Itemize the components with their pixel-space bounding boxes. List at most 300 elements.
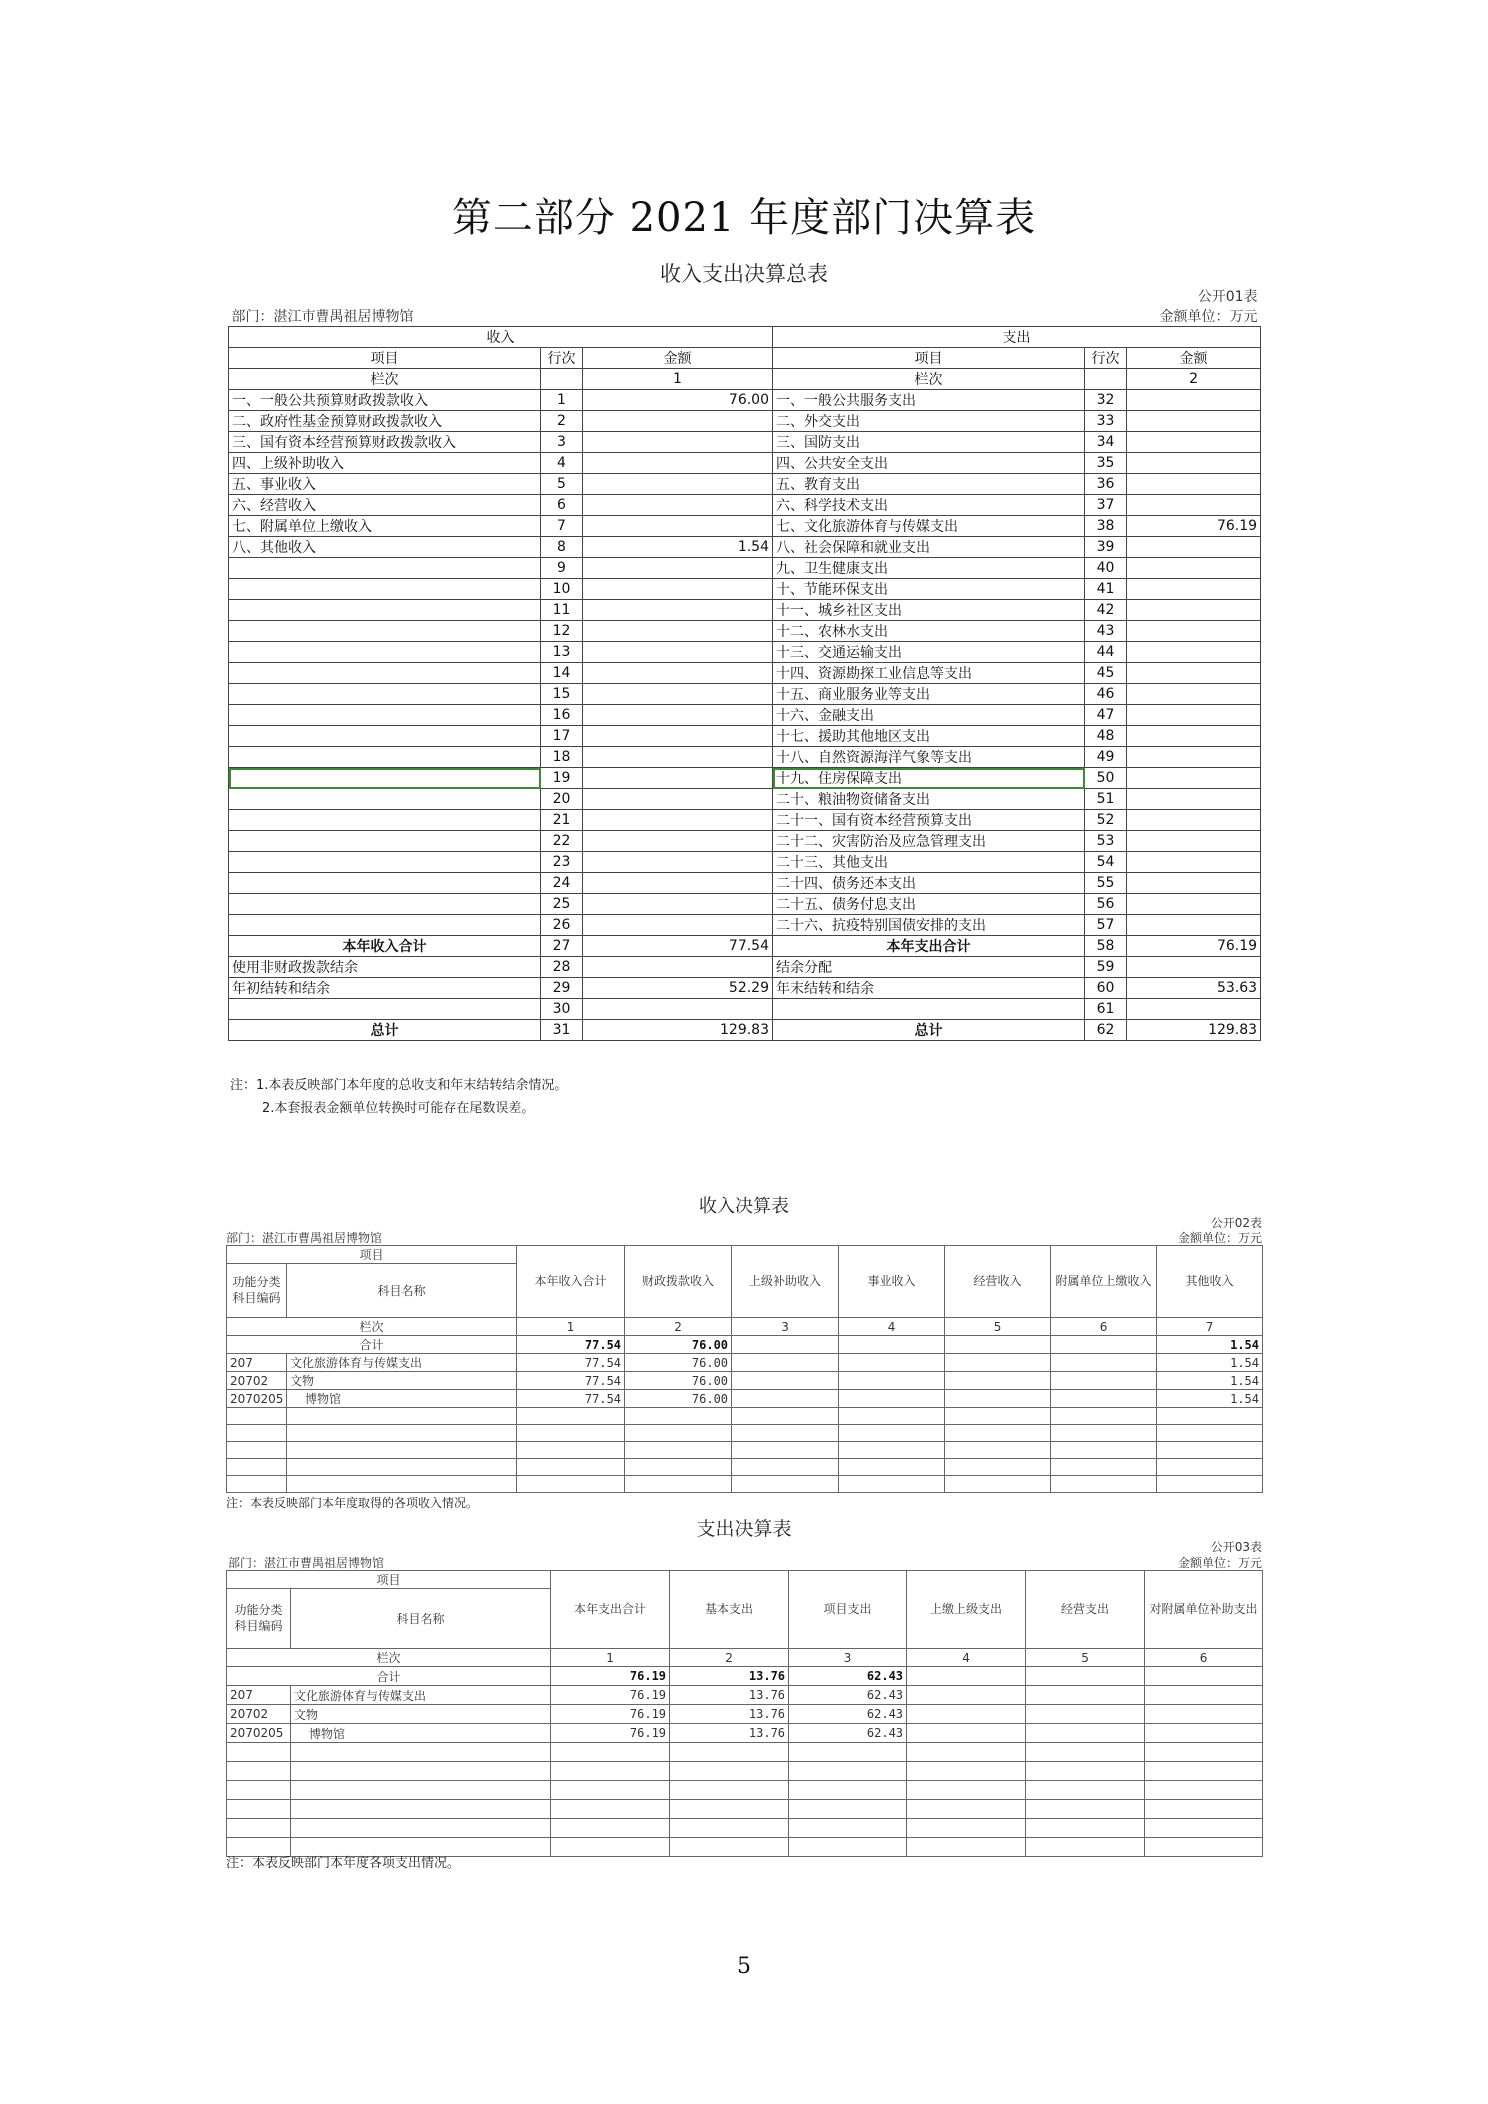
- expense-item: 十二、农林水支出: [773, 621, 1085, 642]
- t3-col-num: 6: [1145, 1649, 1263, 1667]
- empty-cell: [1051, 1459, 1157, 1476]
- summary-row: [229, 978, 1261, 999]
- t3-col-4: 上缴上级支出: [907, 1571, 1026, 1649]
- expense-row-no: 57: [1085, 915, 1127, 936]
- empty-cell: [1157, 1476, 1263, 1493]
- income-item: [229, 558, 541, 579]
- empty-cell: [291, 1762, 551, 1781]
- t2-col-num: 6: [1051, 1318, 1157, 1336]
- t3-total-cell: [1026, 1667, 1145, 1686]
- amount-cell: 62.43: [789, 1686, 907, 1705]
- empty-cell: [907, 1743, 1026, 1762]
- income-item: 二、政府性基金预算财政拨款收入: [229, 411, 541, 432]
- empty-cell: [670, 1781, 789, 1800]
- summary-row: [229, 495, 1261, 516]
- empty-cell: [907, 1762, 1026, 1781]
- summary-row: [229, 894, 1261, 915]
- empty-cell: [287, 1442, 517, 1459]
- summary-row: [229, 852, 1261, 873]
- summary-row: [229, 957, 1261, 978]
- amount-cell: [1026, 1686, 1145, 1705]
- expense-item: 五、教育支出: [773, 474, 1085, 495]
- summary-row: [229, 579, 1261, 600]
- t2-col-num: 1: [517, 1318, 625, 1336]
- amount-cell: [907, 1686, 1026, 1705]
- empty-cell: [1026, 1800, 1145, 1819]
- expense-amount: [1127, 747, 1261, 768]
- empty-cell: [1051, 1442, 1157, 1459]
- income-amount: [583, 516, 773, 537]
- empty-cell: [789, 1762, 907, 1781]
- amount-cell: 76.00: [625, 1354, 732, 1372]
- income-item: 八、其他收入: [229, 537, 541, 558]
- blank-row: [227, 1819, 1263, 1838]
- empty-cell: [227, 1743, 291, 1762]
- income-expense-summary-table: [228, 286, 1261, 1041]
- t3-col-2: 基本支出: [670, 1571, 789, 1649]
- amount-cell: [1026, 1705, 1145, 1724]
- blank-row: [227, 1800, 1263, 1819]
- expense-amount: [1127, 579, 1261, 600]
- table-row: [227, 1390, 1263, 1408]
- income-row-no: 14: [541, 663, 583, 684]
- empty-cell: [625, 1476, 732, 1493]
- summary-row: [229, 726, 1261, 747]
- subject-name: 博物馆: [291, 1724, 551, 1743]
- expense-item: 十七、援助其他地区支出: [773, 726, 1085, 747]
- table-row: [227, 1724, 1263, 1743]
- blank-row: [227, 1442, 1263, 1459]
- empty-cell: [551, 1781, 670, 1800]
- lanci-out-num: 2: [1127, 369, 1261, 390]
- income-item: [229, 747, 541, 768]
- empty-cell: [839, 1476, 945, 1493]
- empty-cell: [1145, 1838, 1263, 1857]
- summary-row: [229, 873, 1261, 894]
- expense-item: 结余分配: [773, 957, 1085, 978]
- summary-row: [229, 390, 1261, 411]
- subject-code: 207: [227, 1686, 291, 1705]
- empty-cell: [517, 1425, 625, 1442]
- income-row-no: 18: [541, 747, 583, 768]
- t1-form-no: 公开01表: [1197, 289, 1258, 305]
- income-row-no: 25: [541, 894, 583, 915]
- income-item: [229, 621, 541, 642]
- empty-cell: [227, 1459, 287, 1476]
- summary-row: [229, 642, 1261, 663]
- t3-col-num: 3: [789, 1649, 907, 1667]
- empty-cell: [227, 1762, 291, 1781]
- expense-row-no: 60: [1085, 978, 1127, 999]
- summary-row: [229, 537, 1261, 558]
- subject-name: 文化旅游体育与传媒支出: [287, 1354, 517, 1372]
- t3-col-5: 经营支出: [1026, 1571, 1145, 1649]
- income-item: [229, 684, 541, 705]
- expense-item: 十、节能环保支出: [773, 579, 1085, 600]
- t3-caption: 支出决算表: [696, 1518, 792, 1540]
- income-amount: [583, 663, 773, 684]
- income-item: [229, 873, 541, 894]
- amount-cell: 77.54: [517, 1390, 625, 1408]
- amount-cell: 76.19: [551, 1705, 670, 1724]
- summary-row: [229, 411, 1261, 432]
- t2-total-cell: 76.00: [625, 1336, 732, 1354]
- empty-cell: [789, 1743, 907, 1762]
- expense-row-no: 32: [1085, 390, 1127, 411]
- empty-cell: [907, 1800, 1026, 1819]
- expense-row-no: 38: [1085, 516, 1127, 537]
- income-table: [226, 1245, 1263, 1493]
- expense-row-no: 52: [1085, 810, 1127, 831]
- amount-cell: [1145, 1724, 1263, 1743]
- table-row: [227, 1705, 1263, 1724]
- expense-table: [226, 1570, 1263, 1857]
- income-item: [229, 663, 541, 684]
- income-amount: [583, 705, 773, 726]
- empty-cell: [732, 1408, 839, 1425]
- empty-cell: [839, 1459, 945, 1476]
- t3-col-3: 项目支出: [789, 1571, 907, 1649]
- empty-cell: [945, 1425, 1051, 1442]
- empty-cell: [1157, 1459, 1263, 1476]
- subject-name: 文物: [287, 1372, 517, 1390]
- expense-amount: [1127, 873, 1261, 894]
- summary-row: [229, 789, 1261, 810]
- amount-cell: 62.43: [789, 1705, 907, 1724]
- expense-row-no: 48: [1085, 726, 1127, 747]
- expense-amount: [1127, 852, 1261, 873]
- amount-cell: 13.76: [670, 1686, 789, 1705]
- expense-item: 七、文化旅游体育与传媒支出: [773, 516, 1085, 537]
- income-row-no: 26: [541, 915, 583, 936]
- t2-col-2: 财政拨款收入: [625, 1246, 732, 1318]
- t3-total-cell: [907, 1667, 1026, 1686]
- income-row-no: 24: [541, 873, 583, 894]
- t3-col-num: 1: [551, 1649, 670, 1667]
- income-row-no: 2: [541, 411, 583, 432]
- blank-row: [227, 1408, 1263, 1425]
- blank-row: [227, 1459, 1263, 1476]
- empty-cell: [789, 1838, 907, 1857]
- income-item: 七、附属单位上缴收入: [229, 516, 541, 537]
- expense-item: 总计: [773, 1020, 1085, 1041]
- income-row-no: 3: [541, 432, 583, 453]
- expense-amount: [1127, 432, 1261, 453]
- expense-item: 二十五、债务付息支出: [773, 894, 1085, 915]
- income-row-no: 12: [541, 621, 583, 642]
- income-amount: [583, 684, 773, 705]
- t2-col-6: 附属单位上缴收入: [1051, 1246, 1157, 1318]
- expense-item: 二十一、国有资本经营预算支出: [773, 810, 1085, 831]
- expense-row-no: 47: [1085, 705, 1127, 726]
- expense-row-no: 44: [1085, 642, 1127, 663]
- income-row-no: 23: [541, 852, 583, 873]
- amount-cell: 13.76: [670, 1724, 789, 1743]
- t3-lanci: 栏次: [227, 1649, 551, 1667]
- amount-cell: [1051, 1354, 1157, 1372]
- t3-total-cell: 62.43: [789, 1667, 907, 1686]
- income-row-no: 22: [541, 831, 583, 852]
- amount-cell: 1.54: [1157, 1354, 1263, 1372]
- income-amount: [583, 999, 773, 1020]
- t2-col-num: 2: [625, 1318, 732, 1336]
- summary-row: [229, 432, 1261, 453]
- summary-row: [229, 768, 1261, 789]
- income-amount: [583, 474, 773, 495]
- empty-cell: [839, 1425, 945, 1442]
- amount-cell: 1.54: [1157, 1390, 1263, 1408]
- empty-cell: [1051, 1476, 1157, 1493]
- income-header: 收入: [229, 327, 773, 348]
- empty-cell: [789, 1800, 907, 1819]
- empty-cell: [670, 1762, 789, 1781]
- income-amount: [583, 495, 773, 516]
- income-item: [229, 999, 541, 1020]
- empty-cell: [291, 1781, 551, 1800]
- expense-row-no: 37: [1085, 495, 1127, 516]
- t2-total-cell: [839, 1336, 945, 1354]
- empty-cell: [732, 1425, 839, 1442]
- empty-cell: [291, 1819, 551, 1838]
- subject-name: 文化旅游体育与传媒支出: [291, 1686, 551, 1705]
- empty-cell: [1145, 1819, 1263, 1838]
- empty-cell: [287, 1425, 517, 1442]
- income-row-no: 5: [541, 474, 583, 495]
- empty-cell: [670, 1838, 789, 1857]
- empty-cell: [287, 1459, 517, 1476]
- amount-cell: [907, 1705, 1026, 1724]
- col-amount-out: 金额: [1127, 348, 1261, 369]
- empty-cell: [1026, 1743, 1145, 1762]
- t3-dept: 部门：湛江市曹禺祖居博物馆: [228, 1556, 385, 1570]
- empty-cell: [1026, 1781, 1145, 1800]
- empty-cell: [732, 1476, 839, 1493]
- t2-h-code: 功能分类科目编码: [227, 1264, 287, 1318]
- income-item: [229, 726, 541, 747]
- income-item: 三、国有资本经营预算财政拨款收入: [229, 432, 541, 453]
- t3-form-no: 公开03表: [1210, 1540, 1262, 1554]
- income-item: [229, 894, 541, 915]
- empty-cell: [1145, 1762, 1263, 1781]
- t3-note: 注：本表反映部门本年度各项支出情况。: [226, 1856, 461, 1871]
- empty-cell: [517, 1442, 625, 1459]
- t2-col-num: 4: [839, 1318, 945, 1336]
- expense-item: 十五、商业服务业等支出: [773, 684, 1085, 705]
- income-row-no: 11: [541, 600, 583, 621]
- income-item: [229, 600, 541, 621]
- t3-h-name: 科目名称: [291, 1589, 551, 1649]
- income-row-no: 16: [541, 705, 583, 726]
- amount-cell: 76.19: [551, 1686, 670, 1705]
- empty-cell: [1145, 1781, 1263, 1800]
- t3-h-code: 功能分类科目编码: [227, 1589, 291, 1649]
- summary-row: [229, 516, 1261, 537]
- income-amount: [583, 915, 773, 936]
- expense-item: 二十三、其他支出: [773, 852, 1085, 873]
- t2-h-name: 科目名称: [287, 1264, 517, 1318]
- expense-amount: [1127, 537, 1261, 558]
- t3-h-project: 项目: [227, 1571, 551, 1589]
- empty-cell: [625, 1459, 732, 1476]
- income-amount: [583, 411, 773, 432]
- empty-cell: [907, 1819, 1026, 1838]
- income-row-no: 17: [541, 726, 583, 747]
- income-row-no: 27: [541, 936, 583, 957]
- t2-h-project: 项目: [227, 1246, 517, 1264]
- amount-cell: [1051, 1390, 1157, 1408]
- expense-row-no: 61: [1085, 999, 1127, 1020]
- t3-col-1: 本年支出合计: [551, 1571, 670, 1649]
- t2-col-1: 本年收入合计: [517, 1246, 625, 1318]
- summary-row: [229, 558, 1261, 579]
- expense-amount: [1127, 831, 1261, 852]
- t2-total-cell: 77.54: [517, 1336, 625, 1354]
- empty-cell: [945, 1408, 1051, 1425]
- lanci-out: 栏次: [773, 369, 1085, 390]
- t2-col-num: 5: [945, 1318, 1051, 1336]
- amount-cell: [945, 1354, 1051, 1372]
- amount-cell: [945, 1372, 1051, 1390]
- t3-unit: 金额单位：万元: [1177, 1556, 1262, 1570]
- t1-caption: 收入支出决算总表: [660, 262, 828, 286]
- expense-amount: [1127, 453, 1261, 474]
- empty-cell: [1051, 1408, 1157, 1425]
- t2-note: 注：本表反映部门本年度取得的各项收入情况。: [226, 1496, 479, 1510]
- income-amount: [583, 600, 773, 621]
- income-amount: [583, 432, 773, 453]
- expense-item: 二十二、灾害防治及应急管理支出: [773, 831, 1085, 852]
- lanci-in-num: 1: [583, 369, 773, 390]
- expense-row-no: 39: [1085, 537, 1127, 558]
- expense-amount: [1127, 684, 1261, 705]
- empty-cell: [789, 1819, 907, 1838]
- t2-total-cell: [732, 1336, 839, 1354]
- expense-amount: [1127, 894, 1261, 915]
- summary-row: [229, 810, 1261, 831]
- t2-col-3: 上级补助收入: [732, 1246, 839, 1318]
- summary-row: [229, 684, 1261, 705]
- col-item-in: 项目: [229, 348, 541, 369]
- empty-cell: [1145, 1743, 1263, 1762]
- income-row-no: 30: [541, 999, 583, 1020]
- expense-row-no: 43: [1085, 621, 1127, 642]
- empty-cell: [945, 1459, 1051, 1476]
- empty-cell: [551, 1762, 670, 1781]
- expense-amount: [1127, 705, 1261, 726]
- t3-total-cell: [1145, 1667, 1263, 1686]
- empty-cell: [227, 1425, 287, 1442]
- empty-cell: [551, 1819, 670, 1838]
- income-amount: [583, 789, 773, 810]
- t2-caption: 收入决算表: [699, 1196, 789, 1217]
- income-amount: [583, 642, 773, 663]
- expense-row-no: 45: [1085, 663, 1127, 684]
- income-item: [229, 642, 541, 663]
- empty-cell: [1157, 1425, 1263, 1442]
- expense-item: 十四、资源勘探工业信息等支出: [773, 663, 1085, 684]
- expense-row-no: 62: [1085, 1020, 1127, 1041]
- income-row-no: 29: [541, 978, 583, 999]
- income-row-no: 31: [541, 1020, 583, 1041]
- income-amount: [583, 453, 773, 474]
- expense-item: 九、卫生健康支出: [773, 558, 1085, 579]
- amount-cell: [732, 1372, 839, 1390]
- amount-cell: 62.43: [789, 1724, 907, 1743]
- t3-col-num: 4: [907, 1649, 1026, 1667]
- income-amount: [583, 831, 773, 852]
- t2-col-7: 其他收入: [1157, 1246, 1263, 1318]
- subject-code: 207: [227, 1354, 287, 1372]
- page-title: 第二部分 2021 年度部门决算表: [451, 195, 1037, 241]
- expense-item: 年末结转和结余: [773, 978, 1085, 999]
- col-row-out: 行次: [1085, 348, 1127, 369]
- empty-cell: [1157, 1408, 1263, 1425]
- empty-cell: [517, 1459, 625, 1476]
- income-item: 使用非财政拨款结余: [229, 957, 541, 978]
- amount-cell: 13.76: [670, 1705, 789, 1724]
- income-amount: [583, 579, 773, 600]
- expense-amount: [1127, 663, 1261, 684]
- empty-cell: [1051, 1425, 1157, 1442]
- blank-row: [227, 1743, 1263, 1762]
- t2-dept: 部门：湛江市曹禺祖居博物馆: [226, 1231, 383, 1245]
- col-amount-in: 金额: [583, 348, 773, 369]
- t1-note1: 注：1.本表反映部门本年度的总收支和年末结转结余情况。: [230, 1078, 568, 1093]
- subject-code: 2070205: [227, 1724, 291, 1743]
- expense-row-no: 51: [1085, 789, 1127, 810]
- t3-col-num: 5: [1026, 1649, 1145, 1667]
- income-amount: 129.83: [583, 1020, 773, 1041]
- income-item: 四、上级补助收入: [229, 453, 541, 474]
- expense-item: 四、公共安全支出: [773, 453, 1085, 474]
- expense-item: 八、社会保障和就业支出: [773, 537, 1085, 558]
- expense-amount: 129.83: [1127, 1020, 1261, 1041]
- summary-row: [229, 747, 1261, 768]
- expense-row-no: 59: [1085, 957, 1127, 978]
- income-item: 一、一般公共预算财政拨款收入: [229, 390, 541, 411]
- subject-name: 博物馆: [287, 1390, 517, 1408]
- empty-cell: [227, 1819, 291, 1838]
- empty-cell: [945, 1476, 1051, 1493]
- t1-dept: 部门：湛江市曹禺祖居博物馆: [231, 309, 414, 325]
- expense-item: 十一、城乡社区支出: [773, 600, 1085, 621]
- amount-cell: 1.54: [1157, 1372, 1263, 1390]
- empty-cell: [227, 1408, 287, 1425]
- income-item: [229, 705, 541, 726]
- expense-row-no: 41: [1085, 579, 1127, 600]
- empty-cell: [287, 1476, 517, 1493]
- expense-amount: 76.19: [1127, 516, 1261, 537]
- t3-col-6: 对附属单位补助支出: [1145, 1571, 1263, 1649]
- expense-amount: [1127, 495, 1261, 516]
- amount-cell: 76.19: [551, 1724, 670, 1743]
- expense-item: 一、一般公共服务支出: [773, 390, 1085, 411]
- income-item: [229, 831, 541, 852]
- amount-cell: 77.54: [517, 1354, 625, 1372]
- income-amount: [583, 768, 773, 789]
- t3-total-cell: 13.76: [670, 1667, 789, 1686]
- summary-row: [229, 663, 1261, 684]
- empty-cell: [625, 1408, 732, 1425]
- income-item: [229, 789, 541, 810]
- income-amount: [583, 810, 773, 831]
- income-amount: 76.00: [583, 390, 773, 411]
- amount-cell: 76.00: [625, 1390, 732, 1408]
- income-amount: 1.54: [583, 537, 773, 558]
- t3-total-cell: 76.19: [551, 1667, 670, 1686]
- t2-col-num: 3: [732, 1318, 839, 1336]
- income-amount: [583, 621, 773, 642]
